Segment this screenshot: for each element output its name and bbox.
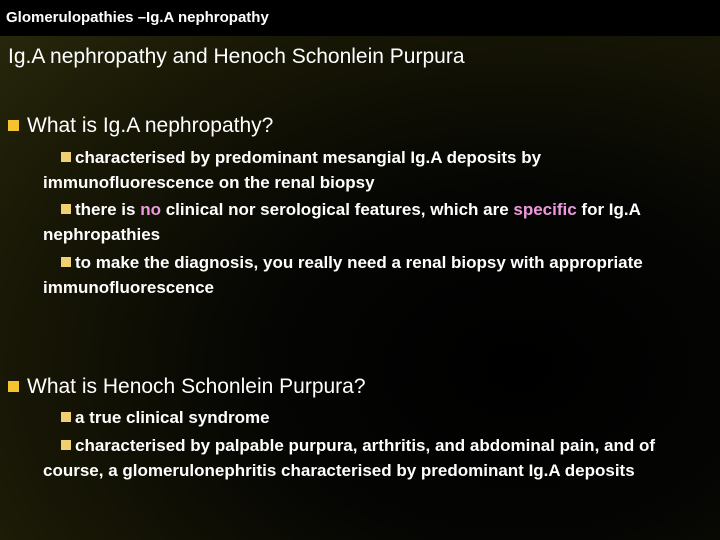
bullet-iga-3-text: to make the diagnosis, you really need a renal biopsy with appropriate immunofluorescence (43, 253, 643, 297)
bullet-square-icon (61, 152, 71, 162)
bullet-square-icon (61, 440, 71, 450)
section-heading-hsp (8, 375, 366, 399)
bullet-square-icon (61, 257, 71, 267)
bullet-hsp-2-text: characterised by palpable purpura, arthritis, and abdominal pain, and of course, a glomerulonephritis characterised by predominant Ig.A deposits (43, 436, 656, 480)
bullet-square-icon (8, 120, 19, 131)
bullet-iga-1 (43, 145, 713, 195)
section-heading-iga (8, 114, 273, 138)
section-heading-hsp-text: What is Henoch Schonlein Purpura? (27, 375, 366, 398)
bullet-iga-2-text-c: for Ig.A nephropathies (43, 200, 641, 244)
bullet-square-icon (61, 412, 71, 422)
header-bar (0, 0, 720, 36)
bullet-square-icon (8, 381, 19, 392)
bullet-hsp-2 (43, 433, 713, 483)
section-heading-iga-text: What is Ig.A nephropathy? (27, 114, 274, 137)
bullet-iga-3 (43, 250, 713, 300)
bullet-hsp-1 (43, 405, 713, 430)
slide-subtitle: Ig.A nephropathy and Henoch Schonlein Purpura (8, 45, 465, 68)
bullet-iga-2-text-b: clinical nor serological features, which are (160, 200, 514, 219)
bullet-iga-2-text-a: there is (75, 200, 141, 219)
bullet-square-icon (61, 204, 71, 214)
bullet-iga-1-text: characterised by predominant mesangial Ig.A deposits by immunofluorescence on the renal biopsy (43, 148, 542, 192)
bullet-hsp-1-text: a true clinical syndrome (75, 408, 270, 427)
header-title: Glomerulopathies –Ig.A nephropathy (6, 9, 269, 26)
bullet-iga-2-no: no (140, 200, 161, 219)
bullet-iga-2 (43, 197, 713, 247)
bullet-iga-2-specific: specific (513, 200, 577, 219)
